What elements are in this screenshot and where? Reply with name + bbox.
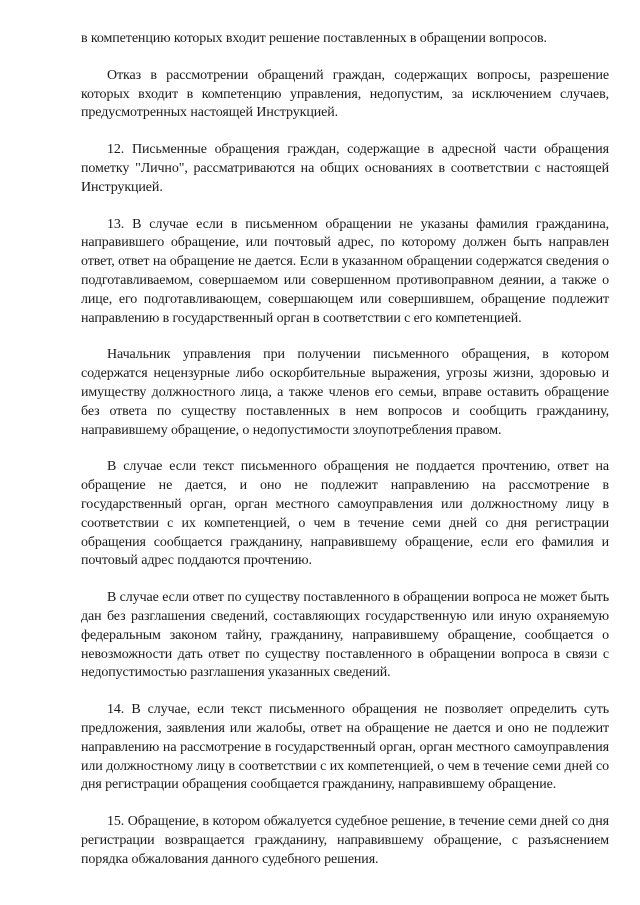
paragraph-item-15: 15. Обращение, в котором обжалуется судебное решение, в течение семи дней со дня регистрации возвращается гражданину, направившему обращение, с разъяснением порядка обжалования данного судебного решения.	[81, 814, 609, 867]
paragraph-item-12: 12. Письменные обращения граждан, содержащие в адресной части обращения пометку "Лично", рассматриваются на общих основаниях в соответствии с настоящей Инструкцией.	[81, 142, 609, 195]
paragraph-unreadable-text: В случае если текст письменного обращения не поддается прочтению, ответ на обращение не дается, и оно не подлежит направлению на рассмотрение в государственный орган, орган местного самоуправления или должностному лицу в соответствии с их компетенцией, о чем в течение семи дней со дня регистрации обращения сообщается гражданину, направившему обращение, если его фамилия и почтовый адрес поддаются прочтению.	[81, 459, 609, 569]
paragraph-offensive-content: Начальник управления при получении письменного обращения, в котором содержатся нецензурные либо оскорбительные выражения, угрозы жизни, здоровью и имуществу должностного лица, а также членов его семьи, вправе оставить обращение без ответа по существу поставленных в нем вопросов и сообщить гражданину, направившему обращение, о недопустимости злоупотребления правом.	[81, 347, 609, 438]
paragraph-item-13: 13. В случае если в письменном обращении не указаны фамилия гражданина, направившего обращение, или почтовый адрес, по которому должен быть направлен ответ, ответ на обращение не дается. Если в указанном обращении содержатся сведения о подготавливаемом, совершаемом или совершенном противоправном деянии, а также о лице, его подготавливающем, совершающем или совершившем, обращение подлежит направлению в государственный орган в соответствии с его компетенцией.	[81, 216, 609, 326]
paragraph-continuation: в компетенцию которых входит решение поставленных в обращении вопросов.	[81, 31, 547, 46]
paragraph-refusal-inadmissible: Отказ в рассмотрении обращений граждан, содержащих вопросы, разрешение которых входит в компетенцию управления, недопустим, за исключением случаев, предусмотренных настоящей Инструкцией.	[81, 67, 609, 121]
paragraph-item-14: 14. В случае, если текст письменного обращения не позволяет определить суть предложения, заявления или жалобы, ответ на обращение не дается и оно не подлежит направлению на рассмотрение в государственный орган, орган местного самоуправления или должностному лицу в соответствии с их компетенцией, о чем в течение семи дней со дня регистрации обращения сообщается гражданину, направившему обращение.	[81, 702, 609, 793]
document-body	[81, 30, 609, 887]
paragraph-state-secret: В случае если ответ по существу поставленного в обращении вопроса не может быть дан без разглашения сведений, составляющих государственную или иную охраняемую федеральным законом тайну, гражданину, направившему обращение, сообщается о невозможности дать ответ по существу поставленного в обращении вопроса в связи с недопустимостью разглашения указанных сведений.	[81, 590, 609, 681]
